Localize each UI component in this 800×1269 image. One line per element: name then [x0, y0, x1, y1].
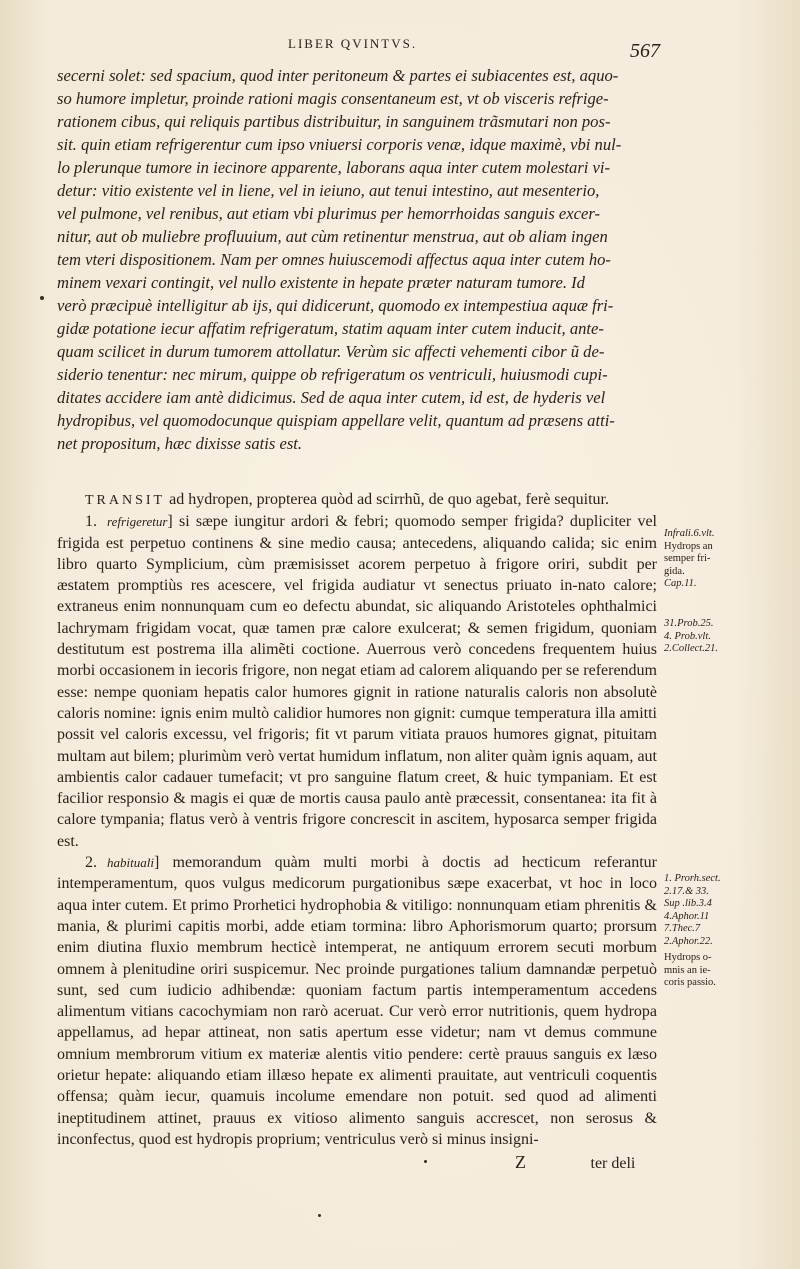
- text-line: lo plerunque tumore in iecinore apparente, laborans aqua inter cutem molestari vi-: [57, 158, 611, 177]
- margin-line: 7.Thec.7: [664, 923, 701, 934]
- margin-line: Hydrops o-: [664, 952, 712, 963]
- text-line: quam scilicet in durum tumorem attollatur. Verùm sic affecti vehementi cibor ũ de-: [57, 342, 605, 361]
- commentary-block: [57, 489, 657, 1150]
- text-line: tem vteri dispositionem. Nam per omnes huiuscemodi affectus aqua inter cutem ho-: [57, 250, 611, 269]
- running-head: LIBER QVINTVS.: [288, 36, 418, 51]
- note-number: 1.: [85, 513, 97, 531]
- margin-line: mnis an ie-: [664, 964, 711, 976]
- text-line: gidæ potatione iecur affatim refrigeratum, statim aquam inter cutem inducit, ante-: [57, 319, 604, 338]
- text-line: nitur, aut ob muliebre profluuium, aut cùm retinentur menstrua, aut ob aliam ingen: [57, 227, 608, 246]
- note-text: ] si sæpe iungitur ardori & febri; quomodo semper frigida? dupliciter vel frigida est perpetuo continens & sine medio causa; antecedens, aliquando calida; sic enim libro quarto Symplicium, cùm præmisisset acorem perpetuo à frigore oriri, subdit per æstatem promptiùs res acescere, vel frigida audiatur vt senectus priuato in-nato calore; extraneus enim nonnunquam cum eo defectu abundat, sic aliquando Aristoteles ophthalmici lachrymam frigidam vocat, quæ tamen præ calore exulcerat; & semen frigidum, quoniam destitutum est postrema illa alimẽti coctione. Auerrous verò concedens frequentem huius morbi occasionem in iecoris frigore, non negat etiam ad calorem aliquando per se referendum esse: nempe quoniam hepatis calor humores gignit in ratione naturalis caloris non absolutè caloris nomine: ignis enim multò calidior humores non gignit: cumque temperatura illa amitti possit vel caloris excessu, vel frigoris; fit vt parum vitiata prauos humores gignat, pituitam multam aut bilem; plurimùm verò vertat humidum inflatum, non aliter quàm ignis aquam, aut ambientis calor cadauer tumefacit; vt pro sanguine flatum creet, & huic tympaniam. Et est facilior responsio & magis ei quæ de mortis causa paulo antè præcessit, consentanea: ita fit à calore tympania; flatus verò à ventris frigore concrescit in ascitem, hyposarca semper frigida est.: [57, 513, 657, 850]
- text-line: rationem cibus, qui reliquis partibus distribuitur, in sanguinem trãsmutari non pos-: [57, 112, 611, 131]
- margin-ref: Infrali.6.vlt.: [664, 528, 715, 539]
- margin-note-3: [664, 873, 742, 948]
- lemma: habituali: [107, 855, 154, 871]
- lead-small-caps: TRANSIT: [85, 493, 166, 508]
- text-line: hydropibus, vel quomodocunque quispiam appellare velit, quantum ad præsens atti-: [57, 411, 615, 430]
- ink-speck: [424, 1160, 427, 1163]
- ink-speck: [40, 296, 44, 300]
- margin-line: 31.Prob.25.: [664, 618, 714, 629]
- ink-speck: [318, 1214, 321, 1217]
- margin-line: 4. Prob.vlt.: [664, 630, 711, 642]
- margin-line: coris passio.: [664, 977, 716, 988]
- margin-line: Sup .lib.3.4: [664, 898, 712, 909]
- margin-line: Hydrops an: [664, 540, 713, 552]
- text-line: verò præcipuè intelligitur ab ijs, qui didicerunt, quomodo ex intempestiua aquæ fri-: [57, 296, 614, 315]
- lemma: refrigeretur: [107, 514, 168, 530]
- margin-line: 2.Collect.21.: [664, 643, 718, 654]
- margin-note-4: [664, 952, 742, 990]
- margin-line: 1. Prorh.sect.: [664, 873, 721, 884]
- text-line: net propositum, hæc dixisse satis est.: [57, 434, 303, 453]
- folio-number: 567: [630, 40, 660, 62]
- margin-line: gida.: [664, 565, 685, 577]
- margin-line: 4.Aphor.11: [664, 910, 710, 922]
- margin-line: 2.Aphor.22.: [664, 935, 713, 947]
- commentary-note-1: [57, 511, 657, 852]
- margin-note-1: [664, 528, 742, 591]
- margin-note-2: [664, 618, 742, 656]
- catchword: ter deli: [590, 1155, 636, 1172]
- page-header: [280, 34, 660, 62]
- commentary-note-2: [57, 852, 657, 1150]
- margin-line: Cap.11.: [664, 578, 697, 589]
- text-line: siderio tenentur: nec mirum, quippe ob refrigeratum os ventriculi, huiusmodi cupi-: [57, 365, 608, 384]
- note-text: ] memorandum quàm multi morbi à doctis ad hecticum referantur intemperamentum, quos vulgus medicorum purgationibus sæpe exacerbat, vt hoc in loco aqua inter cutem. Et primo Prorhetici hydrophobia & vitiligo: nonnunquam etiam phrenitis & mania, & plurimi capitis morbi, adde etiam tormina: libro Aphorismorum quarto; prorsum enim diutina fluxio membrum hecticè intemperat, ne antiquum errorem secuti morbum omnem à plenitudine oriri suspicemur. Nec proinde purgationes talium damnandæ perpetuò sunt, sed cum iudicio adhibendæ: quoniam factum partis intemperamentum accedens alimentum vitians cacochymiam non rarò aceruat. Cur verò error nutritionis, quem hydropa appellamus, ad hepar attineat, non satis apertum esse videtur; nam vt demus commune omnium membrorum vitium ex materiæ alentis vitio pendere: certè prauus sanguis ex læso orietur hepate: aliquando etiam illæso hepate ex alimenti prauitate, aut ventriculi coquentis offensa; quàm iecur, quamuis incolume emendare non potuit. sed quod ad alimenti ineptitudinem attinet, prauus ex vitioso alimento sanguis accrescet, non serosus & inconfectus, quod est hydropis proprium; ventriculus verò si minus insigni-: [57, 854, 657, 1148]
- margin-line: semper fri-: [664, 553, 711, 564]
- note-number: 2.: [85, 854, 97, 872]
- text-line: sit. quin etiam refrigerentur cum ipso vniuersi corporis venæ, idque maximè, vbi nul-: [57, 135, 622, 154]
- intro-text: ad hydropen, propterea quòd ad scirrhũ, de quo agebat, ferè sequitur.: [165, 491, 609, 508]
- text-line: minem vexari contingit, vel nullo existente in hepate præter naturam tumore. Id: [57, 273, 585, 292]
- page-footer: [515, 1152, 635, 1173]
- commentary-intro: [57, 489, 657, 511]
- text-line: detur: vitio existente vel in liene, vel in ieiuno, aut tenui intestino, aut mesenterio,: [57, 181, 600, 200]
- text-line: secerni solet: sed spacium, quod inter peritoneum & partes ei subiacentes est, aquo-: [57, 66, 619, 85]
- main-text-block: [57, 64, 657, 455]
- signature-mark: Z: [515, 1152, 526, 1172]
- margin-line: 2.17.& 33.: [664, 885, 709, 897]
- text-line: ditates accidere iam antè didicimus. Sed de aqua inter cutem, id est, de hyderis vel: [57, 388, 606, 407]
- text-line: vel pulmone, vel renibus, aut etiam vbi plurimus per hemorrhoidas sanguis excer-: [57, 204, 601, 223]
- text-line: so humore impletur, proinde rationi magis consentaneum est, vt ob visceris refrige-: [57, 89, 609, 108]
